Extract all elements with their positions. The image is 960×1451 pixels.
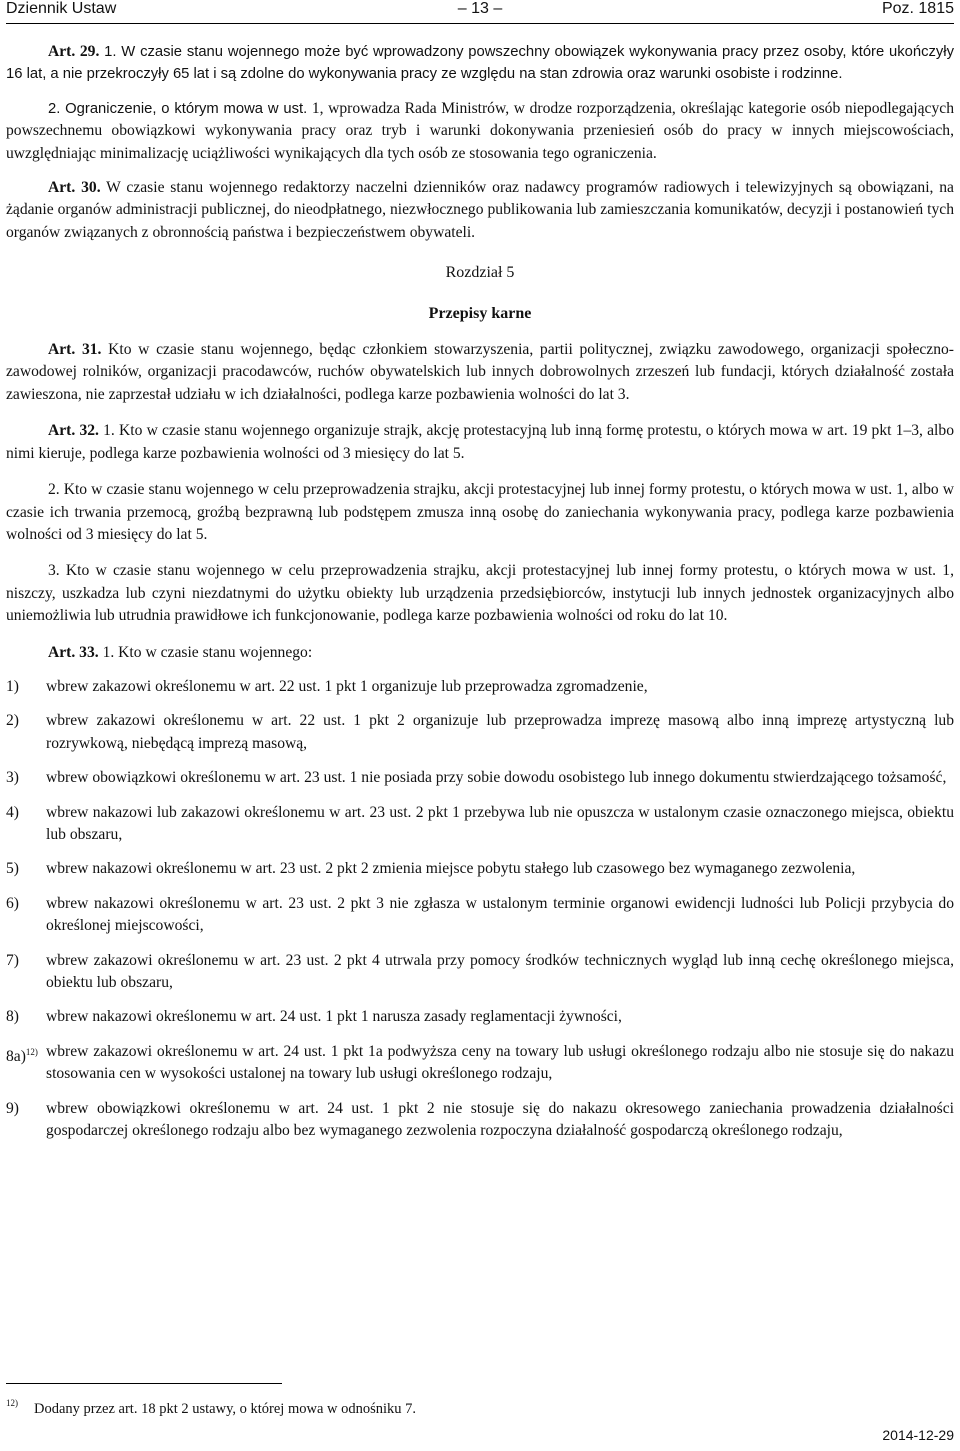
list-item-text: wbrew zakazowi określonemu w art. 23 ust. 2 pkt 4 utrwala przy pomocy środków technicznych wygląd lub inną cechę określonego miejsca, obiektu lub obszaru, bbox=[46, 951, 954, 991]
footnote-text: Dodany przez art. 18 pkt 2 ustawy, o której mowa w odnośniku 7. bbox=[34, 1401, 417, 1417]
list-item bbox=[6, 676, 954, 698]
list-item bbox=[6, 767, 954, 789]
footnote-ref: 12) bbox=[25, 1046, 38, 1057]
art31-text: Kto w czasie stanu wojennego, będąc członkiem stowarzyszenia, partii politycznej, związku zawodowego, organizacji społeczno-zawodowej rolników, organizacji pracodawców, ruchów obywatelskich lub innych dobrowolnych zrzeszeń lub fundacji, których działalność została zawieszona, nie zaprzestał udziału w ich działalności, podlega karze pozbawienia wolności do lat 3. bbox=[6, 341, 954, 403]
list-item bbox=[6, 893, 954, 938]
art29-para2-lead: 2. Ograniczenie, o którym mowa w ust. bbox=[48, 100, 308, 117]
list-item-number bbox=[6, 1098, 19, 1120]
list-item-number bbox=[6, 1006, 19, 1028]
list-item bbox=[6, 802, 954, 847]
journal-name: Dziennik Ustaw bbox=[6, 0, 117, 17]
art29-label: Art. 29. bbox=[48, 43, 100, 60]
page-number: – 13 – bbox=[457, 0, 503, 17]
document-body bbox=[6, 41, 954, 1142]
position-number: Poz. 1815 bbox=[881, 0, 954, 17]
art29-para1-text: 1. W czasie stanu wojennego może być wprowadzony powszechny obowiązek wykonywania pracy przez osoby, które ukończyły 16 lat, a nie przekroczyły 65 lat i są zdolne do wykonywania pracy ze względu na stan zdrowia oraz warunki osobiste i rodzinne. bbox=[6, 44, 954, 83]
list-item bbox=[6, 950, 954, 995]
item-number-text: 6) bbox=[6, 894, 19, 912]
footnote-marker: 12) bbox=[6, 1398, 18, 1408]
art30-label: Art. 30. bbox=[48, 179, 101, 197]
list-item-number bbox=[6, 893, 19, 915]
art29-para2-text: 1, wprowadza Rada Ministrów, w drodze rozporządzenia, określając kategorie osób niepodlegających powszechnemu obowiązkowi wykonywania pracy oraz tryb i warunki dokonywania przeniesień osób do pracy w innych miejscowościach, uwzględniając minimalizację uciążliwości wynikających dla tych osób ze stosowania tego ograniczenia. bbox=[6, 99, 954, 162]
item-number-text: 9) bbox=[6, 1099, 19, 1117]
item-number-text: 8a) bbox=[6, 1047, 26, 1065]
item-number-text: 5) bbox=[6, 860, 19, 878]
page-header bbox=[6, 0, 954, 22]
list-item-text: wbrew nakazowi określonemu w art. 24 ust. 1 pkt 1 narusza zasady reglamentacji żywności, bbox=[46, 1008, 622, 1026]
list-item bbox=[6, 1041, 954, 1086]
list-item bbox=[6, 858, 954, 880]
publication-date: 2014-12-29 bbox=[882, 1427, 954, 1443]
list-item bbox=[6, 710, 954, 755]
list-item-text: wbrew zakazowi określonemu w art. 22 ust. 1 pkt 2 organizuje lub przeprowadza imprezę masową albo inną imprezę artystyczną lub rozrywkową, niebędącą imprezą masową, bbox=[46, 712, 954, 752]
art30-text: W czasie stanu wojennego redaktorzy naczelni dzienników oraz nadawcy programów radiowych i telewizyjnych są obowiązani, na żądanie organów administracji publicznej, do nieodpłatnego, niezwłocznego publikowania lub zamieszczania komunikatów, decyzji i postanowień tych organów związanych z obronnością państwa i bezpieczeństwem obywateli. bbox=[6, 179, 954, 241]
list-item-text: wbrew obowiązkowi określonemu w art. 23 ust. 1 nie posiada przy sobie dowodu osobistego lub innego dokumentu stwierdzającego tożsamość, bbox=[46, 769, 947, 787]
list-item-text: wbrew nakazowi określonemu w art. 23 ust. 2 pkt 3 nie zgłasza w ustalonym terminie organowi ewidencji ludności lub Policji przybycia do określonej miejscowości, bbox=[46, 894, 954, 935]
list-item-text: wbrew nakazowi lub zakazowi określonemu w art. 23 ust. 2 pkt 1 przebywa lub nie opuszcza w ustalonym czasie oznaczonego miejsca, obiektu lub obszaru, bbox=[46, 803, 954, 843]
art32-para3: 3. Kto w czasie stanu wojennego w celu przeprowadzenia strajku, akcji protestacyjnej lub innej formy protestu, o których mowa w ust. 1, niszczy, uszkadza lub czyni niezdatnymi do użytku obiekty lub urządzenia przedsiębiorców, instytucji lub innych jednostek organizacyjnych albo uniemożliwia lub utrudnia prawidłowe ich funkcjonowanie, podlega karze pozbawienia wolności od roku do lat 10. bbox=[6, 562, 954, 625]
chapter-title: Przepisy karne bbox=[428, 304, 532, 322]
art32-para1-text: 1. Kto w czasie stanu wojennego organizuje strajk, akcję protestacyjną lub inną formę protestu, o których mowa w art. 19 pkt 1–3, albo nimi kieruje, podlega karze pozbawienia wolności od 3 miesięcy do lat 5. bbox=[6, 422, 954, 462]
list-item-number bbox=[6, 858, 19, 880]
art32-para1 bbox=[6, 420, 954, 465]
art30-para bbox=[6, 177, 954, 244]
art29-para2 bbox=[6, 98, 954, 165]
art33-list bbox=[6, 676, 954, 1143]
art31-para bbox=[6, 339, 954, 406]
art32-label: Art. 32. bbox=[48, 422, 99, 440]
list-item-number bbox=[6, 767, 19, 789]
art31-label: Art. 31. bbox=[48, 341, 102, 359]
item-number-text: 3) bbox=[6, 769, 19, 787]
list-item-number bbox=[6, 802, 19, 824]
list-item bbox=[6, 1006, 954, 1028]
list-item bbox=[6, 1098, 954, 1143]
list-item-number bbox=[6, 1041, 38, 1068]
chapter-number: Rozdział 5 bbox=[445, 264, 515, 282]
footnote-rule bbox=[6, 1383, 282, 1384]
list-item-number bbox=[6, 950, 19, 972]
art32-para2: 2. Kto w czasie stanu wojennego w celu przeprowadzenia strajku, akcji protestacyjnej lub innej formy protestu, o których mowa w ust. 1, albo w czasie ich trwania przemocą, groźbą bezprawną lub podstępem zmusza inną osobę do zaniechania wykonywania pracy, podlega karze pozbawienia wolności od 3 miesięcy do lat 5. bbox=[6, 481, 954, 543]
art29-para1 bbox=[6, 41, 954, 86]
art33-intro-text: 1. Kto w czasie stanu wojennego: bbox=[98, 643, 313, 661]
item-number-text: 8) bbox=[6, 1008, 19, 1026]
list-item-number bbox=[6, 676, 19, 698]
list-item-number bbox=[6, 710, 19, 732]
item-number-text: 1) bbox=[6, 677, 19, 695]
list-item-text: wbrew zakazowi określonemu w art. 24 ust. 1 pkt 1a podwyższa ceny na towary lub usługi określonego rodzaju albo nie stosuje się do nakazu stosowania cen w wysokości ustalonej na towary lub usługi określonego rodzaju, bbox=[46, 1042, 954, 1083]
list-item-text: wbrew zakazowi określonemu w art. 22 ust. 1 pkt 1 organizuje lub przeprowadza zgromadzenie, bbox=[46, 677, 648, 695]
art33-intro bbox=[6, 642, 954, 664]
item-number-text: 4) bbox=[6, 803, 19, 821]
list-item-text: wbrew nakazowi określonemu w art. 23 ust. 2 pkt 2 zmienia miejsce pobytu stałego lub czasowego bez wymaganego zezwolenia, bbox=[46, 860, 856, 878]
list-item-text: wbrew obowiązkowi określonemu w art. 24 ust. 1 pkt 2 nie stosuje się do nakazu okresowego zaniechania prowadzenia działalności gospodarczej określonego rodzaju albo bez wymaganego zezwolenia rozpoczyna działalność gospodarczą określonego rodzaju, bbox=[46, 1099, 954, 1140]
item-number-text: 7) bbox=[6, 951, 19, 969]
header-rule bbox=[6, 23, 954, 24]
art33-label: Art. 33. bbox=[48, 643, 99, 661]
item-number-text: 2) bbox=[6, 712, 19, 730]
